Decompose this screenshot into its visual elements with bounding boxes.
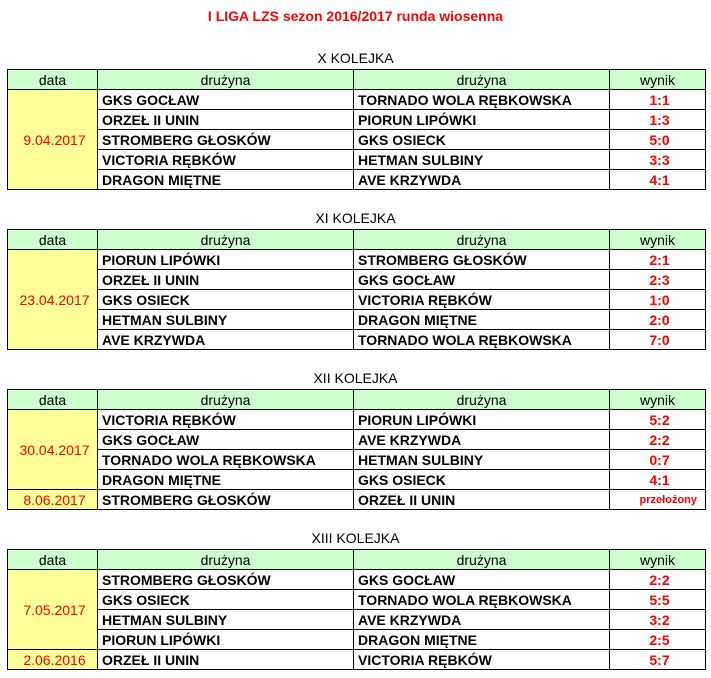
home-team: GKS OSIECK (98, 590, 354, 610)
match-result: 5:7 (610, 650, 706, 670)
match-result: 1:3 (610, 110, 706, 130)
table-row (8, 310, 706, 330)
header-row (8, 550, 706, 570)
round-table (7, 69, 706, 190)
table-row (8, 90, 706, 110)
header-team1: drużyna (98, 230, 354, 250)
away-team: PIORUN LIPÓWKI (354, 110, 610, 130)
match-result: 4:1 (610, 470, 706, 490)
table-row (8, 250, 706, 270)
away-team: VICTORIA RĘBKÓW (354, 290, 610, 310)
home-team: VICTORIA RĘBKÓW (98, 410, 354, 430)
table-row (8, 290, 706, 310)
home-team: ORZEŁ II UNIN (98, 650, 354, 670)
home-team: STROMBERG GŁOSKÓW (98, 130, 354, 150)
header-result: wynik (610, 70, 706, 90)
away-team: STROMBERG GŁOSKÓW (354, 250, 610, 270)
table-row (8, 410, 706, 430)
away-team: HETMAN SULBINY (354, 150, 610, 170)
round-title: X KOLEJKA (317, 50, 394, 66)
table-row (8, 630, 706, 650)
table-row (8, 650, 706, 670)
away-team: GKS GOCŁAW (354, 270, 610, 290)
home-team: PIORUN LIPÓWKI (98, 250, 354, 270)
home-team: ORZEŁ II UNIN (98, 110, 354, 130)
header-date: data (8, 70, 98, 90)
match-date: 8.06.2017 (8, 490, 98, 510)
away-team: ORZEŁ II UNIN (354, 490, 610, 510)
home-team: HETMAN SULBINY (98, 610, 354, 630)
match-result: 5:5 (610, 590, 706, 610)
header-date: data (8, 230, 98, 250)
home-team: DRAGON MIĘTNE (98, 170, 354, 190)
table-row (8, 150, 706, 170)
table-row (8, 450, 706, 470)
header-team2: drużyna (354, 230, 610, 250)
match-date: 7.05.2017 (8, 570, 98, 650)
header-result: wynik (610, 550, 706, 570)
match-result: 5:0 (610, 130, 706, 150)
match-result: 5:2 (610, 410, 706, 430)
round-table (7, 229, 706, 350)
match-result: 7:0 (610, 330, 706, 350)
header-result: wynik (610, 390, 706, 410)
match-date: 23.04.2017 (8, 250, 98, 350)
table-row (8, 490, 706, 510)
away-team: AVE KRZYWDA (354, 170, 610, 190)
header-team1: drużyna (98, 70, 354, 90)
match-result: 2:1 (610, 250, 706, 270)
table-row (8, 110, 706, 130)
header-team2: drużyna (354, 70, 610, 90)
home-team: GKS GOCŁAW (98, 90, 354, 110)
table-row (8, 330, 706, 350)
table-row (8, 170, 706, 190)
away-team: TORNADO WOLA RĘBKOWSKA (354, 330, 610, 350)
home-team: GKS GOCŁAW (98, 430, 354, 450)
match-result: 3:3 (610, 150, 706, 170)
table-row (8, 130, 706, 150)
match-result: 1:1 (610, 90, 706, 110)
header-team1: drużyna (98, 550, 354, 570)
away-team: GKS OSIECK (354, 130, 610, 150)
match-result: 2:2 (610, 570, 706, 590)
away-team: DRAGON MIĘTNE (354, 310, 610, 330)
away-team: TORNADO WOLA RĘBKOWSKA (354, 90, 610, 110)
match-result: 1:0 (610, 290, 706, 310)
header-date: data (8, 550, 98, 570)
away-team: TORNADO WOLA RĘBKOWSKA (354, 590, 610, 610)
home-team: TORNADO WOLA RĘBKOWSKA (98, 450, 354, 470)
round-title: XI KOLEJKA (315, 210, 396, 226)
home-team: STROMBERG GŁOSKÓW (98, 570, 354, 590)
home-team: AVE KRZYWDA (98, 330, 354, 350)
header-row (8, 70, 706, 90)
away-team: VICTORIA RĘBKÓW (354, 650, 610, 670)
away-team: GKS GOCŁAW (354, 570, 610, 590)
home-team: ORZEŁ II UNIN (98, 270, 354, 290)
table-row (8, 270, 706, 290)
table-row (8, 590, 706, 610)
home-team: STROMBERG GŁOSKÓW (98, 490, 354, 510)
round-table (7, 549, 706, 670)
home-team: VICTORIA RĘBKÓW (98, 150, 354, 170)
round-title: XIII KOLEJKA (311, 530, 400, 546)
match-result: 4:1 (610, 170, 706, 190)
header-team1: drużyna (98, 390, 354, 410)
away-team: GKS OSIECK (354, 470, 610, 490)
round-table (7, 389, 706, 510)
table-row (8, 610, 706, 630)
away-team: AVE KRZYWDA (354, 610, 610, 630)
page-title: I LIGA LZS sezon 2016/2017 runda wiosenna (207, 8, 504, 24)
home-team: DRAGON MIĘTNE (98, 470, 354, 490)
match-result: 0:7 (610, 450, 706, 470)
match-date: 9.04.2017 (8, 90, 98, 190)
away-team: DRAGON MIĘTNE (354, 630, 610, 650)
table-row (8, 570, 706, 590)
away-team: HETMAN SULBINY (354, 450, 610, 470)
header-team2: drużyna (354, 550, 610, 570)
match-result: 3:2 (610, 610, 706, 630)
header-row (8, 230, 706, 250)
match-date: 2.06.2016 (8, 650, 98, 670)
header-team2: drużyna (354, 390, 610, 410)
header-row (8, 390, 706, 410)
away-team: PIORUN LIPÓWKI (354, 410, 610, 430)
home-team: GKS OSIECK (98, 290, 354, 310)
match-result: 2:0 (610, 310, 706, 330)
table-row (8, 470, 706, 490)
round-title: XII KOLEJKA (313, 370, 398, 386)
match-result: 2:2 (610, 430, 706, 450)
header-date: data (8, 390, 98, 410)
home-team: PIORUN LIPÓWKI (98, 630, 354, 650)
away-team: AVE KRZYWDA (354, 430, 610, 450)
home-team: HETMAN SULBINY (98, 310, 354, 330)
match-result: przełożony (610, 490, 706, 510)
match-result: 2:3 (610, 270, 706, 290)
table-row (8, 430, 706, 450)
header-result: wynik (610, 230, 706, 250)
match-date: 30.04.2017 (8, 410, 98, 490)
match-result: 2:5 (610, 630, 706, 650)
